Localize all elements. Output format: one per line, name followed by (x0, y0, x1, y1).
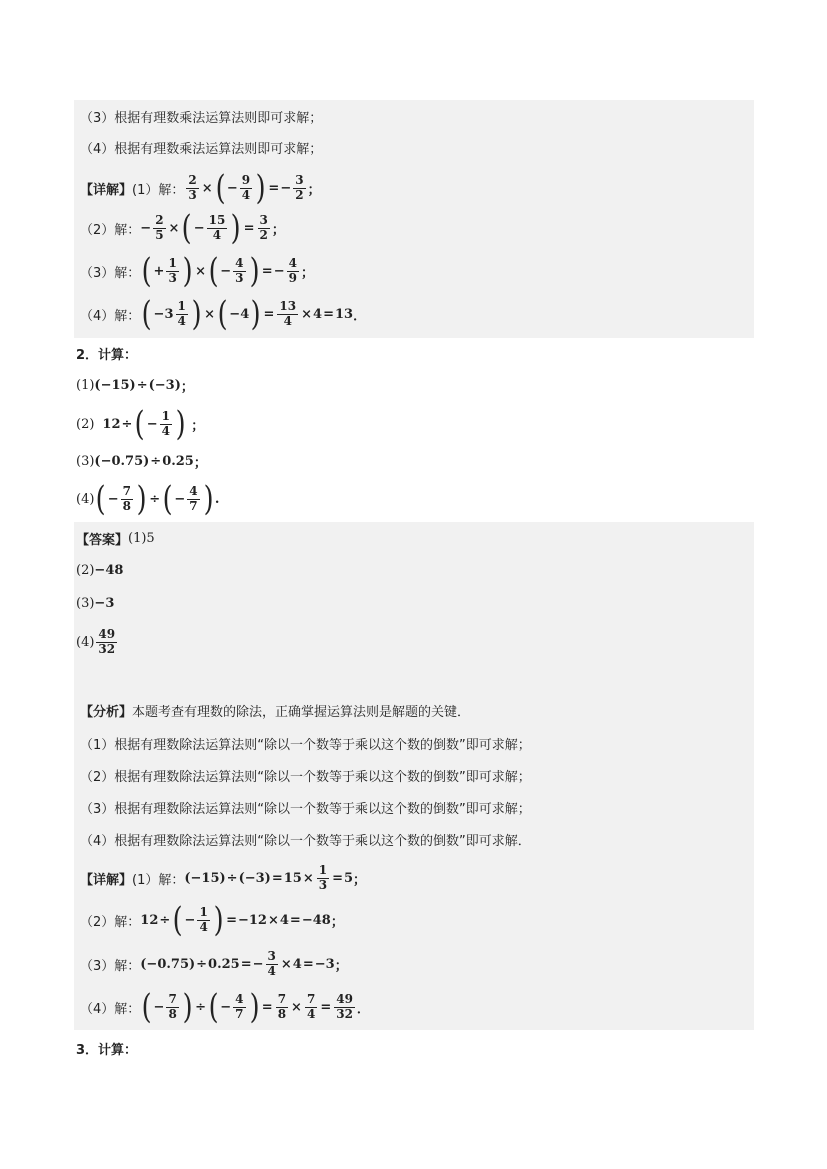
equation: − $\frac{2}{5}$ × ( − $\frac{15}{4}$ ) = $\frac{3}{2}$ ； (140, 208, 285, 248)
item-label: (2) (76, 562, 95, 578)
analysis-rule-1 (80, 729, 531, 757)
item-label: (4) (76, 634, 95, 650)
detail-label: （3）解： (80, 265, 141, 281)
detail-tag: 【详解】 (80, 872, 133, 888)
detail-label: (1）解： (132, 872, 185, 888)
rule-line-4 (80, 133, 322, 161)
detail-label: （3）解： (80, 958, 141, 974)
item-label: (2) (76, 416, 95, 432)
expression: (−15) ÷ (−3) ； (94, 377, 194, 395)
answer-value: (1)5 (128, 530, 155, 546)
rule-text: （4）根据有理数乘法运算法则即可求解； (80, 141, 323, 157)
analysis-text: 本题考查有理数的除法，正确掌握运算法则是解题的关键． (132, 704, 471, 720)
expression: ( − $\frac{7}{8}$ ) ÷ ( − $\frac{4}{7}$ ) . (96, 479, 220, 519)
item-label: (3) (76, 453, 95, 469)
equation: ( −3 $\frac{1}{4}$ ) × ( −4 ) = $\frac{13}{4}$ × 4 = 13 ． (141, 294, 367, 334)
rule-line-3 (80, 102, 322, 130)
question-title: 3．计算： (76, 1042, 138, 1058)
question-title: 2．计算： (76, 347, 138, 363)
q2-item-1 (76, 371, 194, 399)
rule-text: （1）根据有理数除法运算法则“除以一个数等于乘以这个数的倒数”即可求解； (80, 737, 531, 753)
answer-line-4 (76, 624, 119, 660)
detail-line-1 (80, 170, 321, 206)
item-label: (3) (76, 595, 95, 611)
rule-text: （3）根据有理数乘法运算法则即可求解； (80, 110, 323, 126)
analysis-rule-4 (80, 825, 531, 853)
equation: ( − $\frac{7}{8}$ ) ÷ ( − $\frac{4}{7}$ ) = $\frac{7}{8}$ × $\frac{7}{4}$ = $\frac{49}{32}$ ． (141, 987, 370, 1027)
detail-line-4 (80, 296, 366, 332)
detail2-line-3 (80, 946, 348, 982)
equation: ( + $\frac{1}{3}$ ) × ( − $\frac{4}{3}$ ) = − $\frac{4}{9}$ ； (141, 251, 314, 291)
answer-tag: 【答案】 (76, 532, 129, 548)
detail-label: (1）解： (132, 182, 185, 198)
analysis-rule-3 (80, 793, 531, 821)
rule-text: （4）根据有理数除法运算法则“除以一个数等于乘以这个数的倒数”即可求解． (80, 833, 531, 849)
q2-item-2 (76, 406, 204, 442)
detail2-line-1 (80, 860, 366, 896)
detail-label: （4）解： (80, 1001, 141, 1017)
question-3-title (76, 1034, 137, 1062)
item-label: (1) (76, 377, 95, 393)
detail-label: （2）解： (80, 222, 141, 238)
answer-line-1 (76, 524, 155, 552)
detail-tag: 【详解】 (80, 182, 133, 198)
rule-text: （3）根据有理数除法运算法则“除以一个数等于乘以这个数的倒数”即可求解； (80, 801, 531, 817)
equation: 12 ÷ ( − $\frac{1}{4}$ ) = −12 × 4 = −48 ； (140, 900, 344, 940)
detail-line-3 (80, 253, 314, 289)
detail-label: （4）解： (80, 308, 141, 324)
expression: 12 ÷ ( − $\frac{1}{4}$ ) ； (102, 404, 205, 444)
answer-line-3 (76, 589, 114, 617)
answer-line-2 (76, 556, 123, 584)
equation: (−15) ÷ (−3) = 15 × $\frac{1}{3}$ = 5 ； (184, 863, 367, 892)
question-2-title (76, 339, 137, 367)
expression: (−0.75) ÷ 0.25 ； (94, 453, 207, 471)
answer-value: $\frac{49}{32}$ (98, 627, 116, 656)
answer-value: −3 (94, 595, 115, 611)
detail2-line-2 (80, 902, 344, 938)
q2-item-3 (76, 447, 207, 475)
equation: (−0.75) ÷ 0.25 = − $\frac{3}{4}$ × 4 = −3 ； (140, 949, 348, 978)
equation: $\frac{2}{3}$ × ( − $\frac{9}{4}$ ) = − $\frac{3}{2}$ ； (188, 168, 321, 208)
detail-label: （2）解： (80, 914, 141, 930)
analysis-line (80, 696, 470, 724)
detail2-line-4 (80, 989, 370, 1025)
item-label: (4) (76, 491, 95, 507)
answer-value: −48 (94, 562, 124, 578)
q2-item-4 (76, 481, 219, 517)
detail-line-2 (80, 210, 285, 246)
analysis-tag: 【分析】 (80, 704, 133, 720)
rule-text: （2）根据有理数除法运算法则“除以一个数等于乘以这个数的倒数”即可求解； (80, 769, 531, 785)
analysis-rule-2 (80, 761, 531, 789)
